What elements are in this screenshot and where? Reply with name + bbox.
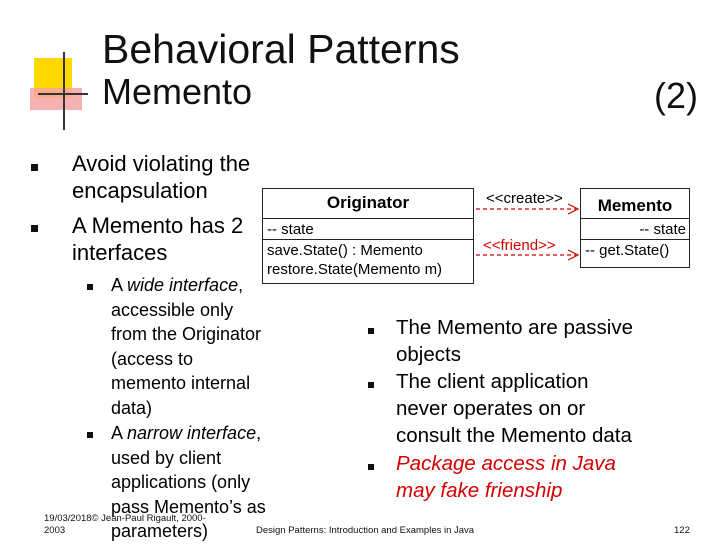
slide-subtitle: Memento	[102, 71, 253, 112]
sub-bullet-wide-interface: A wide interface, accessible only from the Originator (access to memento internal data)	[111, 273, 261, 420]
bullet-passive-objects	[396, 314, 633, 368]
originator-divider	[262, 239, 474, 240]
sub-bullet-line: from the Originator	[111, 324, 262, 344]
wide-interface-term: wide interface	[127, 275, 239, 295]
footer-page-number: 122	[674, 525, 690, 536]
bullet-line: objects	[396, 343, 461, 366]
create-stereotype-label: <<create>>	[486, 190, 563, 207]
bullet-marker	[368, 382, 374, 388]
memento-divider	[580, 239, 690, 240]
sub-bullet-line: used by client	[111, 447, 222, 468]
bullet-marker	[31, 225, 38, 232]
bullet-interfaces	[72, 212, 243, 266]
sub-bullet-line: accessible only	[111, 299, 234, 320]
decor-line-vertical	[63, 52, 65, 130]
decor-rect-pink	[30, 88, 82, 110]
sub-bullet-line: memento internal	[111, 373, 251, 393]
dependency-arrows	[470, 200, 585, 270]
bullet-line: The client application	[396, 370, 589, 393]
originator-class-name: Originator	[326, 193, 410, 212]
footer-copyright-year: 2003	[44, 525, 66, 536]
bullet-marker	[87, 284, 93, 290]
memento-method-getstate: -- get.State()	[585, 242, 670, 259]
originator-divider	[262, 218, 474, 219]
sub-bullet-line: data)	[111, 397, 153, 418]
bullet-marker	[368, 464, 374, 470]
slide-part-number: (2)	[654, 75, 698, 116]
sub-bullet-line: (access to	[111, 348, 194, 369]
memento-class-name: Memento	[597, 196, 673, 215]
friend-stereotype-label: <<friend>>	[483, 237, 556, 254]
bullet-line: The Memento are passive	[396, 316, 634, 339]
bullet-line: never operates on or	[396, 397, 586, 420]
bullet-line: may fake frienship	[396, 479, 563, 502]
sub-bullet-line: pass Memento’s as	[111, 496, 266, 517]
bullet-line: consult the Memento data	[396, 424, 632, 447]
decor-line-horizontal	[38, 93, 88, 95]
bullet-marker	[87, 432, 93, 438]
originator-attribute: -- state	[267, 221, 314, 238]
slide-title: Behavioral Patterns	[102, 26, 460, 72]
memento-divider	[580, 218, 690, 219]
bullet-client-application	[396, 368, 632, 449]
sub-bullet-line: applications (only	[111, 472, 251, 492]
originator-method-restore: restore.State(Memento m)	[267, 261, 443, 278]
bullet-encapsulation	[72, 150, 250, 204]
footer-copyright: 19/03/2018© Jean-Paul Rigault, 2000-	[44, 513, 206, 524]
bullet-package-access	[396, 450, 616, 504]
narrow-interface-term: narrow interface	[127, 423, 257, 443]
sub-bullet-narrow-interface: A narrow interface, used by client applications (only pass Memento’s as parameters)	[111, 421, 266, 544]
sub-bullet-line: parameters)	[111, 521, 209, 541]
bullet-line: interfaces	[72, 240, 168, 265]
bullet-line: A Memento has 2	[72, 213, 244, 238]
bullet-marker	[368, 328, 374, 334]
bullet-line: Avoid violating the	[72, 151, 251, 176]
memento-attribute: -- state	[639, 221, 686, 238]
bullet-line: Package access in Java	[396, 452, 616, 475]
footer-course-title: Design Patterns: Introduction and Examples in Java	[256, 525, 475, 536]
bullet-line: encapsulation	[72, 178, 208, 203]
originator-method-save: save.State() : Memento	[267, 242, 423, 259]
bullet-marker	[31, 164, 38, 171]
